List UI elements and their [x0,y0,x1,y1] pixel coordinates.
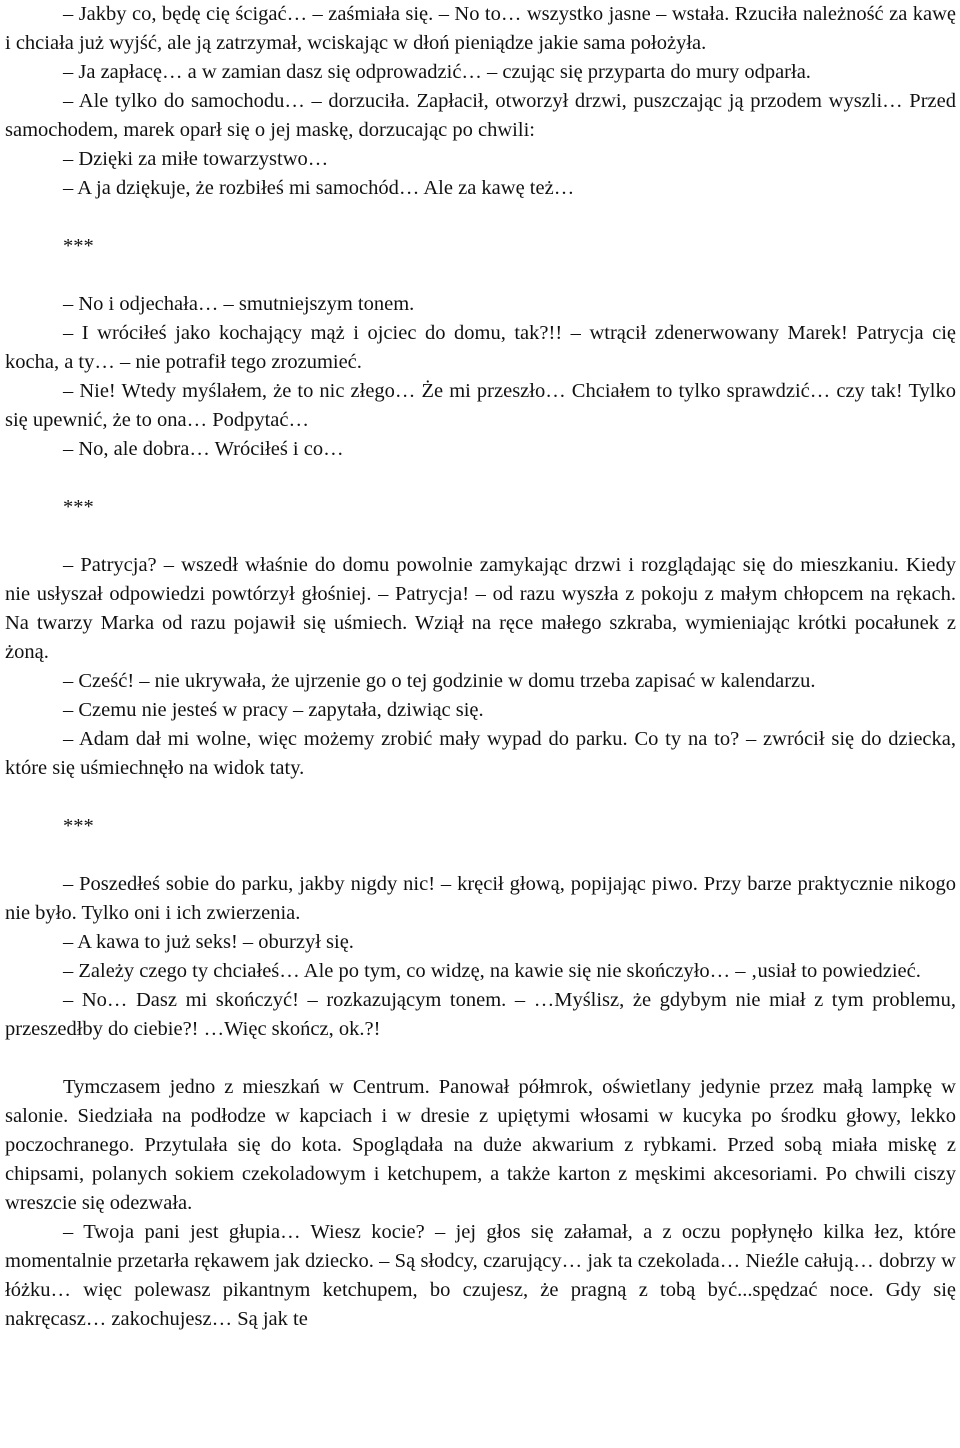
paragraph-10: – Patrycja? – wszedł właśnie do domu powolnie zamykając drzwi i rozglądając się do mieszkaniu. Kiedy nie usłyszał odpowiedzi powtórzył głośniej. – Patrycja! – od razu wyszła z pokoju z małym chłopcem na rękach. Na twarzy Marka od razu pojawił się uśmiech. Wziął na ręce małego szkraba, wymieniając krótki pocałunek z żoną. [5,554,956,663]
paragraph-5: – A ja dziękuje, że rozbiłeś mi samochód… Ale za kawę też… [63,177,575,199]
blank-line [5,1044,956,1073]
paragraph-1: – Jakby co, będę cię ścigać… – zaśmiała się. – No to… wszystko jasne – wstała. Rzuciła należność za kawę i chciała już wyjść, ale ją zatrzymał, wciskając w dłoń pieniądze jakie sama położyła. [5,3,956,54]
paragraph-15: – A kawa to już seks! – oburzył się. [63,931,354,953]
paragraph-7: – I wróciłeś jako kochający mąż i ojciec do domu, tak?!! – wtrącił zdenerwowany Marek! Patrycja cię kocha, a ty… – nie potrafił tego zrozumieć. [5,322,956,373]
paragraph-11: – Cześć! – nie ukrywała, że ujrzenie go o tej godzinie w domu trzeba zapisać w kalendarzu. [63,670,816,692]
paragraph-12: – Czemu nie jesteś w pracy – zapytała, dziwiąc się. [63,699,484,721]
paragraph-19: – Twoja pani jest głupia… Wiesz kocie? – jej głos się załamał, a z oczu popłynęło kilka łez, które momentalnie przetarła rękawem jak dziecko. – Są słodcy, czarujący… jak ta czekolada… Nieźle całują… dobrzy w łóżku… więc polewasz pikantnym ketchupem, bo czujesz, że pragną z tobą być...spędzać noce. Gdy się nakręcasz… zakochujesz… Są jak te [5,1221,956,1330]
paragraph-3: – Ale tylko do samochodu… – dorzuciła. Zapłacił, otworzył drzwi, puszczając ją przodem wyszli… Przed samochodem, marek oparł się o jej maskę, dorzucając po chwili: [5,90,956,141]
paragraph-17: – No… Dasz mi skończyć! – rozkazującym tonem. – …Myślisz, że gdybym nie miał z tym problemu, przeszedłby do ciebie?! …Więc skończ, ok.?! [5,989,956,1040]
paragraph-9: – No, ale dobra… Wróciłeś i co… [63,438,344,460]
section-separator-2: *** [63,496,94,518]
section-separator-1: *** [63,235,94,257]
paragraph-8: – Nie! Wtedy myślałem, że to nic złego… Że mi przeszło… Chciałem to tylko sprawdzić… czy tak! Tylko się upewnić, że to ona… Podpytać… [5,380,956,431]
paragraph-14: – Poszedłeś sobie do parku, jakby nigdy nic! – kręcił głową, popijając piwo. Przy barze praktycznie nikogo nie było. Tylko oni i ich zwierzenia. [5,873,956,924]
paragraph-18: Tymczasem jedno z mieszkań w Centrum. Panował półmrok, oświetlany jedynie przez małą lampkę w salonie. Siedziała na podłodze w kapciach i w dresie z upiętymi włosami w kucyka po środku głowy, lekko poczochranego. Przytulała się do kota. Spoglądała na duże akwarium z rybkami. Przed sobą miała miskę z chipsami, polanych sokiem czekoladowym i ketchupem, a także karton z męskimi akcesoriami. Po chwili ciszy wreszcie się odezwała. [5,1076,956,1214]
paragraph-2: – Ja zapłacę… a w zamian dasz się odprowadzić… – czując się przyparta do mury odparła. [63,61,811,83]
section-separator-3: *** [63,815,94,837]
paragraph-6: – No i odjechała… – smutniejszym tonem. [63,293,415,315]
paragraph-4: – Dzięki za miłe towarzystwo… [63,148,329,170]
document-page [5,0,956,1334]
paragraph-16: – Zależy czego ty chciałeś… Ale po tym, co widzę, na kawie się nie skończyło… – ‚usiał to powiedzieć. [63,960,921,982]
paragraph-13: – Adam dał mi wolne, więc możemy zrobić mały wypad do parku. Co ty na to? – zwrócił się do dziecka, które się uśmiechnęło na widok taty. [5,728,956,779]
